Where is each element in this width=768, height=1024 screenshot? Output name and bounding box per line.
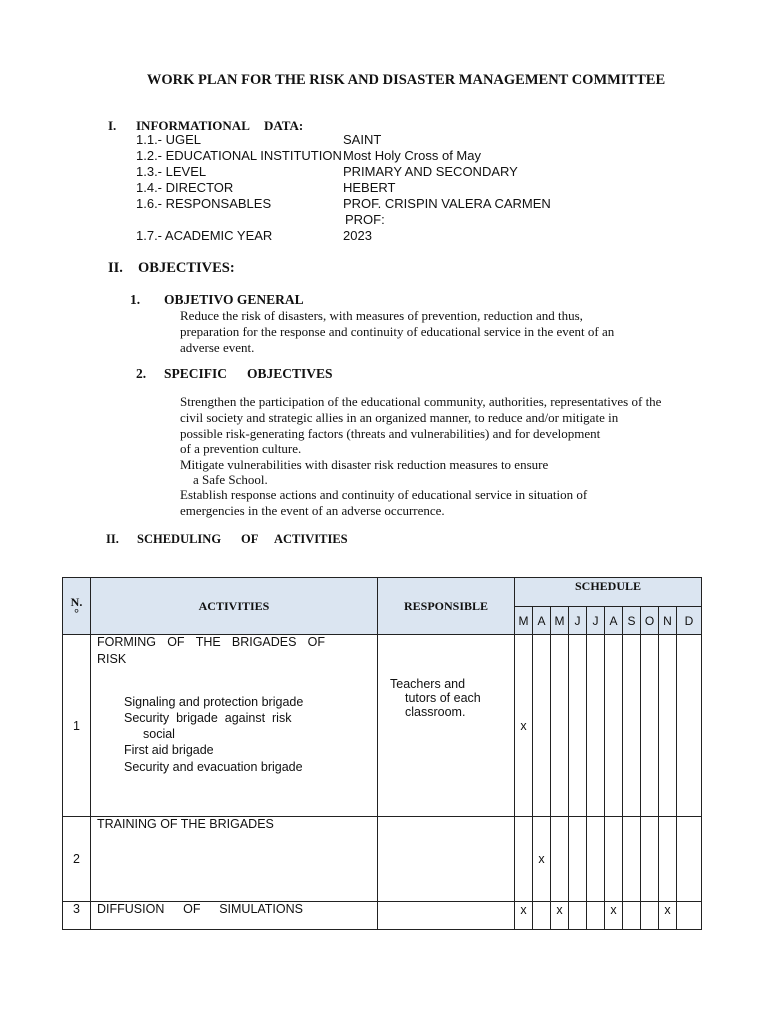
activity-title: TRAINING OF THE BRIGADES [91,817,378,902]
responsible-item [388,677,465,691]
section-2-heading: OBJECTIVES: [138,260,235,276]
month-header: J [587,607,605,635]
month-header: A [605,607,623,635]
activity-title-word: OF [183,902,201,916]
responsible-line: Teachers and [390,677,466,691]
schedule-mark [551,817,569,902]
schedule-mark: x [605,902,623,930]
responsible-line: tutors of each [405,691,481,705]
schedule-mark: x [533,817,551,902]
schedule-mark [641,817,659,902]
schedule-mark [569,817,587,902]
specific-objective-line: possible risk-generating factors (threats and vulnerabilities) and for development [180,426,601,441]
number-header-label: N. [70,594,83,609]
general-objective-line: adverse event. [180,340,255,355]
section-1-numeral: I. [108,118,117,133]
schedule-mark [569,635,587,817]
month-header: M [551,607,569,635]
schedule-mark [533,635,551,817]
schedule-mark: x [515,635,533,817]
number-header [63,578,91,635]
activity-title-word: SIMULATIONS [219,902,303,916]
activity-title-continuation: RISK [97,652,127,666]
brigade-item [121,760,303,774]
table-row [63,817,702,902]
specific-objective-line: a Safe School. [193,472,268,487]
info-value: 2023 [343,228,372,243]
schedule-mark [515,817,533,902]
schedule-header: SCHEDULE [515,578,702,607]
general-objective-heading: OBJETIVO GENERAL [164,292,304,307]
schedule-mark [677,635,702,817]
schedule-mark [659,635,677,817]
schedule-mark [587,817,605,902]
specific-objective-line: Mitigate vulnerabilities with disaster risk reduction measures to ensure [180,457,549,472]
info-label: 1.7.- ACADEMIC YEAR [136,228,273,243]
section-1-heading: INFORMATIONAL [136,118,250,133]
section-1-heading-data: DATA: [264,118,304,133]
info-value: SAINT [343,132,382,147]
info-label: 1.3.- LEVEL [136,164,207,179]
info-value: PROF: [345,212,385,227]
specific-objectives-number: 2. [136,366,147,381]
brigade-label-continuation: social [143,727,175,741]
schedule-mark [623,817,641,902]
number-header-mark: ° [74,605,79,620]
month-header: N [659,607,677,635]
schedule-mark: x [551,902,569,930]
schedule-table [62,577,702,930]
brigade-label: Signaling and protection brigade [124,695,304,709]
row-number: 2 [63,817,91,902]
schedule-mark [587,635,605,817]
activity-title [97,902,303,916]
info-label: 1.1.- UGEL [136,132,202,147]
responsible-header: RESPONSIBLE [378,578,515,635]
responsible-cell [378,635,515,817]
document-title: WORK PLAN FOR THE RISK AND DISASTER MANAGEMENT COMMITTEE [146,72,666,88]
schedule-mark [569,902,587,930]
activity-title-word: FORMING [97,635,157,649]
activity-title-word: DIFFUSION [97,902,165,916]
month-header: J [569,607,587,635]
responsible-cell [378,902,515,930]
row-number: 1 [63,635,91,817]
table-row [63,902,702,930]
specific-objectives-heading-2: OBJECTIVES [247,366,333,381]
info-label: 1.2.- EDUCATIONAL INSTITUTION [136,148,342,163]
schedule-mark [659,817,677,902]
specific-objective-line: Strengthen the participation of the educational community, authorities, representatives of the [180,394,662,409]
section-3-heading: SCHEDULING [137,532,222,546]
specific-objective-line: Establish response actions and continuity of educational service in situation of [180,487,588,502]
info-label: 1.6.- RESPONSABLES [136,196,272,211]
row-number: 3 [63,902,91,930]
info-value: PROF. CRISPIN VALERA CARMEN [343,196,551,211]
month-header: D [677,607,702,635]
schedule-mark [551,635,569,817]
specific-objective-line: of a prevention culture. [180,441,302,456]
activity-title-word: OF [307,635,325,649]
activity-title [97,635,325,649]
responsible-line: classroom. [405,705,466,719]
month-header: S [623,607,641,635]
info-label: 1.4.- DIRECTOR [136,180,234,195]
info-value: HEBERT [343,180,396,195]
responsible-cell [378,817,515,902]
schedule-mark [677,817,702,902]
general-objective-line: Reduce the risk of disasters, with measures of prevention, reduction and thus, [180,308,583,323]
activity-title-word: THE [195,635,221,649]
brigade-label: Security brigade against risk [124,711,292,725]
schedule-mark [641,635,659,817]
section-3-heading: ACTIVITIES [274,532,348,546]
brigade-label: First aid brigade [124,743,214,757]
month-header: A [533,607,551,635]
specific-objective-line: emergencies in the event of an adverse occurrence. [180,503,445,518]
schedule-mark [587,902,605,930]
month-header: M [515,607,533,635]
activities-header: ACTIVITIES [91,578,378,635]
section-2-numeral: II. [108,260,123,276]
activity-title-word: BRIGADES [231,635,297,649]
schedule-mark [605,817,623,902]
info-value: Most Holy Cross of May [343,148,481,163]
activity-cell [91,902,378,930]
schedule-mark [533,902,551,930]
activity-cell [91,635,378,817]
section-3-numeral: II. [106,532,119,546]
table-row [63,635,702,817]
activity-title-word: OF [167,635,185,649]
schedule-mark [677,902,702,930]
schedule-mark: x [659,902,677,930]
brigade-item [121,695,303,709]
brigade-label: Security and evacuation brigade [124,760,303,774]
brigade-item [121,711,291,725]
info-value: PRIMARY AND SECONDARY [343,164,518,179]
specific-objectives-heading: SPECIFIC [164,366,228,381]
month-header: O [641,607,659,635]
general-objective-number: 1. [130,292,141,307]
schedule-mark [641,902,659,930]
specific-objective-line: civil society and strategic allies in an organized manner, to reduce and/or mitigate in [180,410,619,425]
schedule-mark: x [515,902,533,930]
schedule-mark [623,635,641,817]
schedule-mark [623,902,641,930]
general-objective-line: preparation for the response and continuity of educational service in the event of an [180,324,615,339]
schedule-mark [605,635,623,817]
section-3-heading: OF [241,532,259,546]
brigade-item [121,743,214,757]
